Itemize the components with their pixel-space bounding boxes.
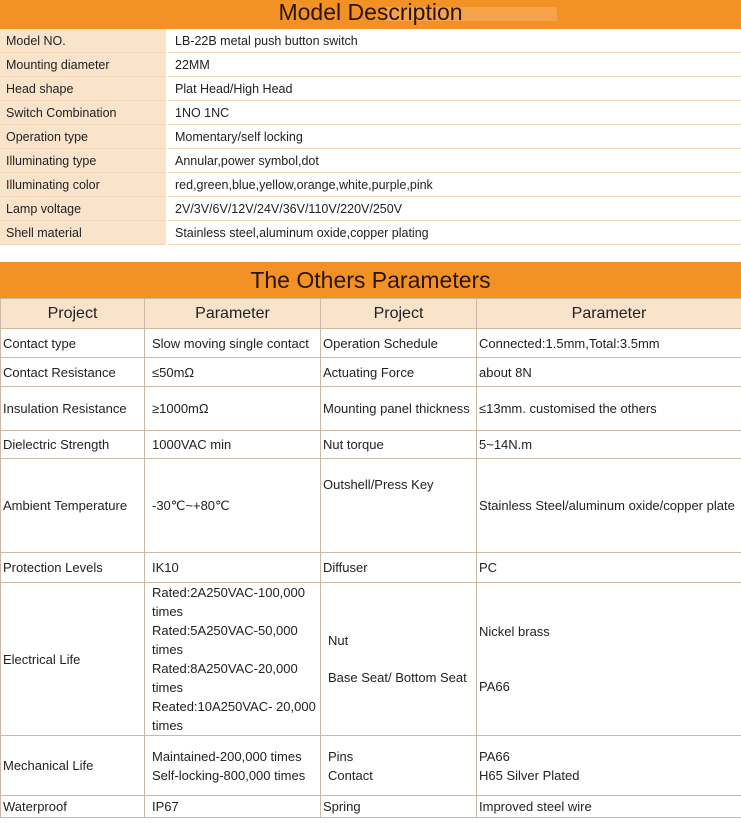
project-cell: Contact type [1,329,145,358]
row-label: Illuminating color [0,173,167,197]
list-item: Base Seat/ Bottom Seat [328,670,467,685]
list-item: Reated:10A250VAC- 20,000 times [152,699,316,733]
list-item: Nut [328,633,349,648]
project-cell: Waterproof [1,796,145,818]
others-parameters-table [0,298,741,818]
table-row [1,583,741,736]
list-item: Nickel brass [479,624,550,639]
row-label: Operation type [0,125,167,149]
table-row [1,358,741,387]
row-value: Annular,power symbol,dot [167,149,741,173]
parameter-cell: about 8N [477,358,741,387]
parameter-cell: ≤50mΩ [145,358,321,387]
table-row [1,387,741,431]
parameter-cell [477,583,741,736]
project-cell: Spring [321,796,477,818]
table-row [1,736,741,796]
column-header: Parameter [477,299,741,329]
table-row [0,29,741,53]
row-value: Plat Head/High Head [167,77,741,101]
row-label: Head shape [0,77,167,101]
column-header: Project [1,299,145,329]
project-cell: Mechanical Life [1,736,145,796]
list-item: Rated:8A250VAC-20,000 times [152,661,298,695]
project-cell: Contact Resistance [1,358,145,387]
list-item: Pins [328,748,354,764]
project-cell: Protection Levels [1,553,145,583]
list-item: Contact [328,767,373,783]
row-value: 22MM [167,53,741,77]
table-row [0,221,741,245]
parameter-cell: IK10 [145,553,321,583]
project-cell: Diffuser [321,553,477,583]
parameter-cell: 5~14N.m [477,431,741,459]
list-item: H65 Silver Plated [479,767,580,783]
row-value: 2V/3V/6V/12V/24V/36V/110V/220V/250V [167,197,741,221]
project-cell: Operation Schedule [321,329,477,358]
parameter-cell [145,736,321,796]
project-cell: Mounting panel thickness [321,387,477,431]
row-label: Model NO. [0,29,167,53]
parameter-cell: 1000VAC min [145,431,321,459]
table-row [0,101,741,125]
row-label: Switch Combination [0,101,167,125]
table-row [0,125,741,149]
project-cell: Dielectric Strength [1,431,145,459]
table-row [0,149,741,173]
parameter-cell: Stainless Steel/aluminum oxide/copper plate [477,459,741,553]
parameter-cell [145,583,321,736]
table-row [0,53,741,77]
table-row [0,173,741,197]
list-item: PA66 [479,679,510,694]
parameter-cell: Slow moving single contact [145,329,321,358]
parameter-cell: ≥1000mΩ [145,387,321,431]
row-value: Momentary/self locking [167,125,741,149]
project-cell [321,583,477,736]
list-item: PA66 [479,748,510,764]
project-cell: Ambient Temperature [1,459,145,553]
others-parameters-title: The Others Parameters [0,262,741,298]
project-cell [321,736,477,796]
model-description-header [0,0,741,29]
row-label: Shell material [0,221,167,245]
table-row [1,553,741,583]
table-row [0,77,741,101]
table-header-row [1,299,741,329]
column-header: Project [321,299,477,329]
parameter-cell: IP67 [145,796,321,818]
row-value: red,green,blue,yellow,orange,white,purple,pink [167,173,741,197]
table-row [1,431,741,459]
row-value: LB-22B metal push button switch [167,29,741,53]
row-label: Illuminating type [0,149,167,173]
row-label: Lamp voltage [0,197,167,221]
list-item: Rated:5A250VAC-50,000 times [152,623,298,657]
parameter-cell: ≤13mm. customised the others [477,387,741,431]
list-item: Maintained-200,000 times [152,748,302,764]
parameter-cell [477,736,741,796]
list-item: Rated:2A250VAC-100,000 times [152,585,305,619]
model-description-title: Model Description [278,0,463,25]
row-label: Mounting diameter [0,53,167,77]
column-header: Parameter [145,299,321,329]
row-value: 1NO 1NC [167,101,741,125]
row-value: Stainless steel,aluminum oxide,copper plating [167,221,741,245]
project-cell: Outshell/Press Key [321,459,477,553]
parameter-cell: Connected:1.5mm,Total:3.5mm [477,329,741,358]
project-cell: Electrical Life [1,583,145,736]
table-row [1,329,741,358]
parameter-cell: Improved steel wire [477,796,741,818]
parameter-cell: PC [477,553,741,583]
project-cell: Insulation Resistance [1,387,145,431]
table-row [1,796,741,818]
project-cell: Nut torque [321,431,477,459]
parameter-cell: -30℃~+80℃ [145,459,321,553]
list-item: Self-locking-800,000 times [152,767,306,783]
model-description-table [0,29,741,245]
project-cell: Actuating Force [321,358,477,387]
table-row [0,197,741,221]
table-row [1,459,741,553]
